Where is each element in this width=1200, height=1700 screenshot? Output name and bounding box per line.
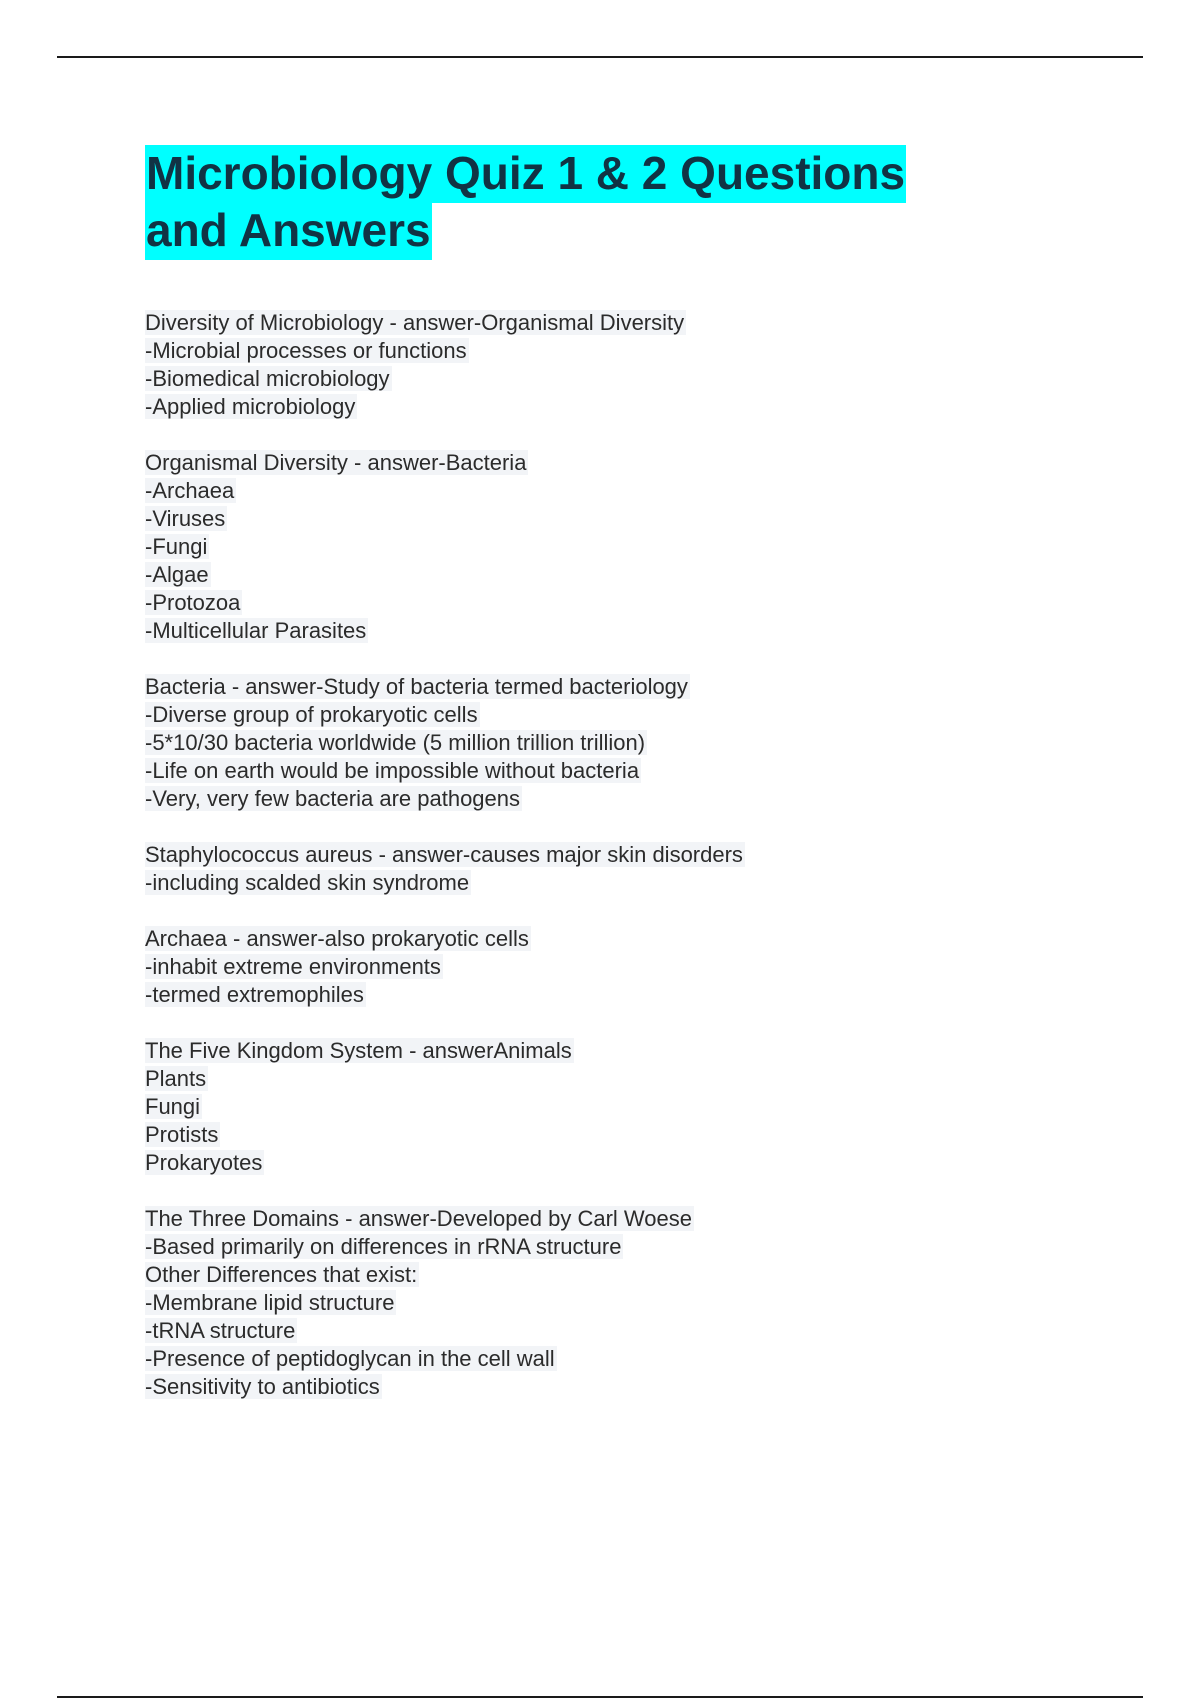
qa-answer-line: -Viruses: [145, 506, 226, 531]
qa-answer-line: -inhabit extreme environments: [145, 954, 441, 979]
qa-answer-line: -Multicellular Parasites: [145, 618, 367, 643]
qa-question-line: The Three Domains - answer-Developed by Carl Woese: [145, 1206, 692, 1231]
qa-answer-line: -Membrane lipid structure: [145, 1290, 395, 1315]
qa-answer-line: -Biomedical microbiology: [145, 366, 390, 391]
qa-question-line: The Five Kingdom System - answerAnimals: [145, 1038, 572, 1063]
header-rule: [57, 56, 1143, 58]
qa-answer-line: -Applied microbiology: [145, 394, 356, 419]
qa-entry: [145, 841, 1145, 897]
footer-rule: [57, 1696, 1143, 1698]
qa-answer-line: -Based primarily on differences in rRNA structure: [145, 1234, 622, 1259]
document-title: [145, 145, 1145, 259]
qa-question-line: Staphylococcus aureus - answer-causes major skin disorders: [145, 842, 743, 867]
title-line-1: Microbiology Quiz 1 & 2 Questions: [145, 145, 906, 203]
qa-answer-line: -including scalded skin syndrome: [145, 870, 470, 895]
title-line-2: and Answers: [145, 202, 432, 260]
qa-entry: [145, 925, 1145, 1009]
qa-answer-line: Plants: [145, 1066, 207, 1091]
qa-entry: [145, 1205, 1145, 1401]
qa-answer-line: -Presence of peptidoglycan in the cell wall: [145, 1346, 555, 1371]
qa-entries: [145, 309, 1145, 1401]
qa-answer-line: -Algae: [145, 562, 209, 587]
qa-question-line: Diversity of Microbiology - answer-Organismal Diversity: [145, 310, 685, 335]
qa-answer-line: Prokaryotes: [145, 1150, 263, 1175]
qa-answer-line: Protists: [145, 1122, 219, 1147]
qa-answer-line: -Fungi: [145, 534, 208, 559]
qa-answer-line: -termed extremophiles: [145, 982, 364, 1007]
qa-answer-line: -Life on earth would be impossible without bacteria: [145, 758, 640, 783]
qa-entry: [145, 1037, 1145, 1177]
qa-answer-line: Other Differences that exist:: [145, 1262, 418, 1287]
qa-answer-line: -5*10/30 bacteria worldwide (5 million trillion trillion): [145, 730, 646, 755]
qa-answer-line: -Protozoa: [145, 590, 241, 615]
qa-question-line: Bacteria - answer-Study of bacteria termed bacteriology: [145, 674, 688, 699]
qa-question-line: Archaea - answer-also prokaryotic cells: [145, 926, 529, 951]
document-body: [145, 145, 1145, 1429]
qa-answer-line: Fungi: [145, 1094, 201, 1119]
qa-entry: [145, 309, 1145, 421]
qa-answer-line: -Microbial processes or functions: [145, 338, 467, 363]
qa-entry: [145, 449, 1145, 645]
qa-answer-line: -Diverse group of prokaryotic cells: [145, 702, 478, 727]
qa-question-line: Organismal Diversity - answer-Bacteria: [145, 450, 527, 475]
qa-answer-line: -Archaea: [145, 478, 235, 503]
qa-answer-line: -Sensitivity to antibiotics: [145, 1374, 380, 1399]
qa-entry: [145, 673, 1145, 813]
qa-answer-line: -tRNA structure: [145, 1318, 296, 1343]
qa-answer-line: -Very, very few bacteria are pathogens: [145, 786, 521, 811]
